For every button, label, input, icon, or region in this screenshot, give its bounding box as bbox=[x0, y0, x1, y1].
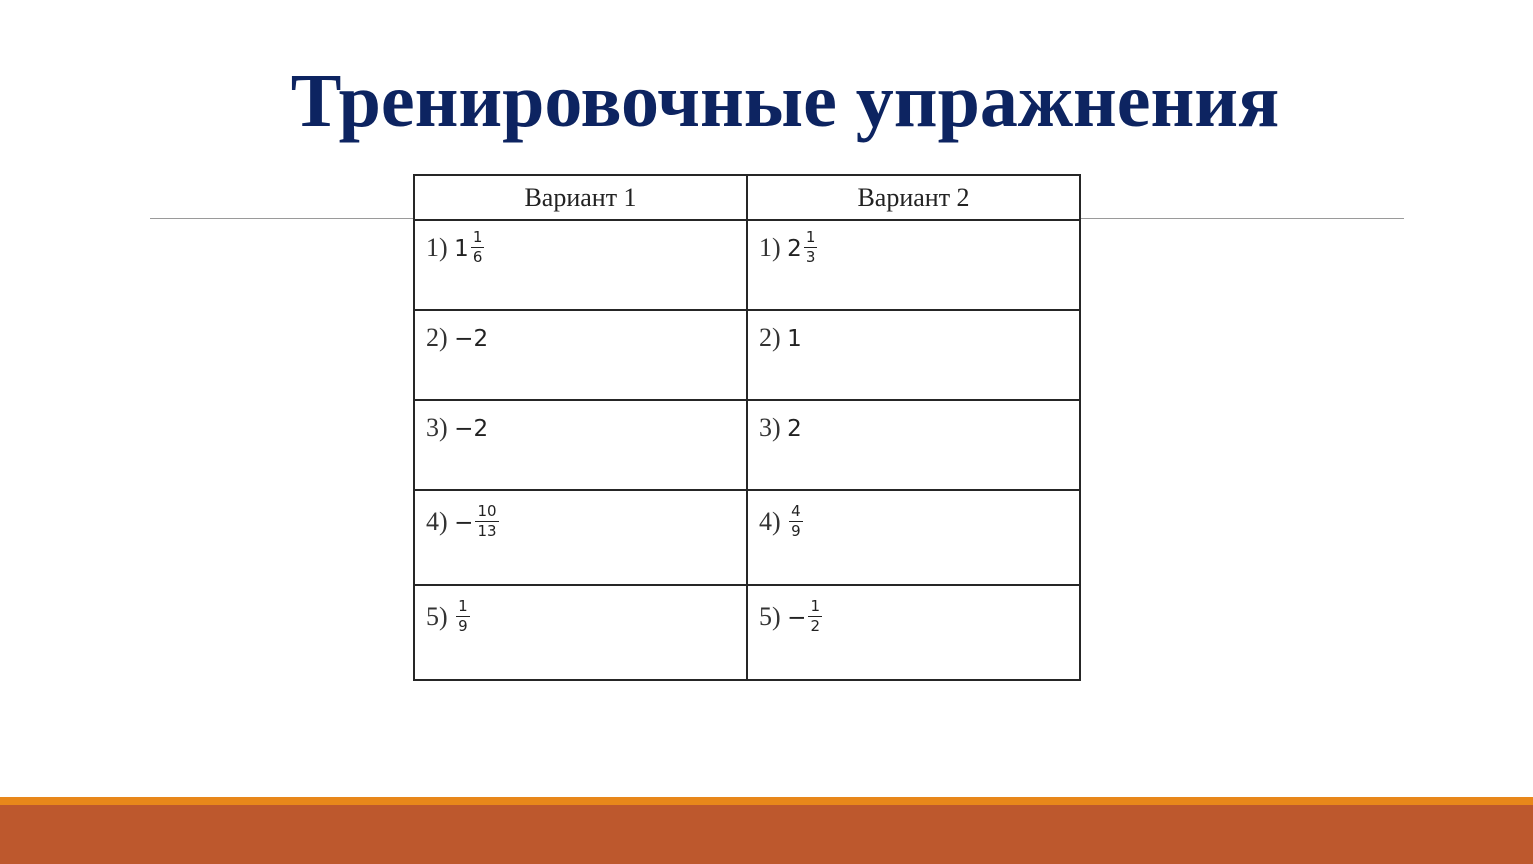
column-header-variant-1: Вариант 1 bbox=[414, 175, 747, 220]
table-row bbox=[414, 400, 1080, 490]
answers-table bbox=[413, 174, 1081, 681]
item-number: 2) bbox=[759, 323, 781, 352]
fraction-denominator: 2 bbox=[810, 616, 820, 635]
footer-accent-stripe bbox=[0, 797, 1533, 805]
answer-value: − bbox=[454, 510, 474, 536]
footer-band bbox=[0, 805, 1533, 864]
answer-cell-variant-1 bbox=[414, 310, 747, 400]
item-number: 1) bbox=[426, 233, 448, 262]
fraction bbox=[475, 503, 498, 540]
answer-cell-variant-1 bbox=[414, 585, 747, 680]
answer-cell-variant-2 bbox=[747, 220, 1080, 310]
table-row bbox=[414, 490, 1080, 585]
answer-cell-variant-2 bbox=[747, 490, 1080, 585]
item-number: 3) bbox=[759, 413, 781, 442]
column-header-variant-2: Вариант 2 bbox=[747, 175, 1080, 220]
fraction bbox=[804, 229, 818, 266]
item-number: 2) bbox=[426, 323, 448, 352]
fraction-denominator: 9 bbox=[458, 616, 468, 635]
item-number: 4) bbox=[759, 507, 781, 536]
fraction bbox=[808, 598, 822, 635]
item-number: 1) bbox=[759, 233, 781, 262]
answer-value: 1 bbox=[454, 236, 469, 262]
item-number: 5) bbox=[426, 602, 448, 631]
fraction bbox=[789, 503, 803, 540]
answer-value: −2 bbox=[454, 326, 489, 352]
answer-value: 1 bbox=[787, 326, 802, 352]
fraction-numerator: 10 bbox=[477, 501, 497, 520]
fraction-denominator: 3 bbox=[805, 247, 816, 266]
fraction-numerator: 1 bbox=[810, 596, 820, 615]
answer-value: 2 bbox=[787, 416, 802, 442]
table-header-row bbox=[414, 175, 1080, 220]
fraction bbox=[456, 598, 470, 635]
table-row bbox=[414, 310, 1080, 400]
fraction bbox=[471, 229, 485, 266]
table-row bbox=[414, 220, 1080, 310]
fraction-numerator: 1 bbox=[472, 227, 483, 246]
fraction-denominator: 6 bbox=[472, 247, 483, 266]
answer-cell-variant-2 bbox=[747, 400, 1080, 490]
answer-value: − bbox=[787, 605, 807, 631]
answer-value: −2 bbox=[454, 416, 489, 442]
fraction-numerator: 4 bbox=[791, 501, 801, 520]
item-number: 5) bbox=[759, 602, 781, 631]
answer-cell-variant-2 bbox=[747, 310, 1080, 400]
fraction-numerator: 1 bbox=[805, 227, 816, 246]
item-number: 3) bbox=[426, 413, 448, 442]
fraction-denominator: 13 bbox=[477, 521, 497, 540]
slide-title: Тренировочные упражнения bbox=[290, 59, 1280, 143]
answer-cell-variant-2 bbox=[747, 585, 1080, 680]
answer-cell-variant-1 bbox=[414, 220, 747, 310]
fraction-denominator: 9 bbox=[791, 521, 801, 540]
table-row bbox=[414, 585, 1080, 680]
answer-cell-variant-1 bbox=[414, 490, 747, 585]
fraction-numerator: 1 bbox=[458, 596, 468, 615]
item-number: 4) bbox=[426, 507, 448, 536]
answer-cell-variant-1 bbox=[414, 400, 747, 490]
answer-value: 2 bbox=[787, 236, 802, 262]
